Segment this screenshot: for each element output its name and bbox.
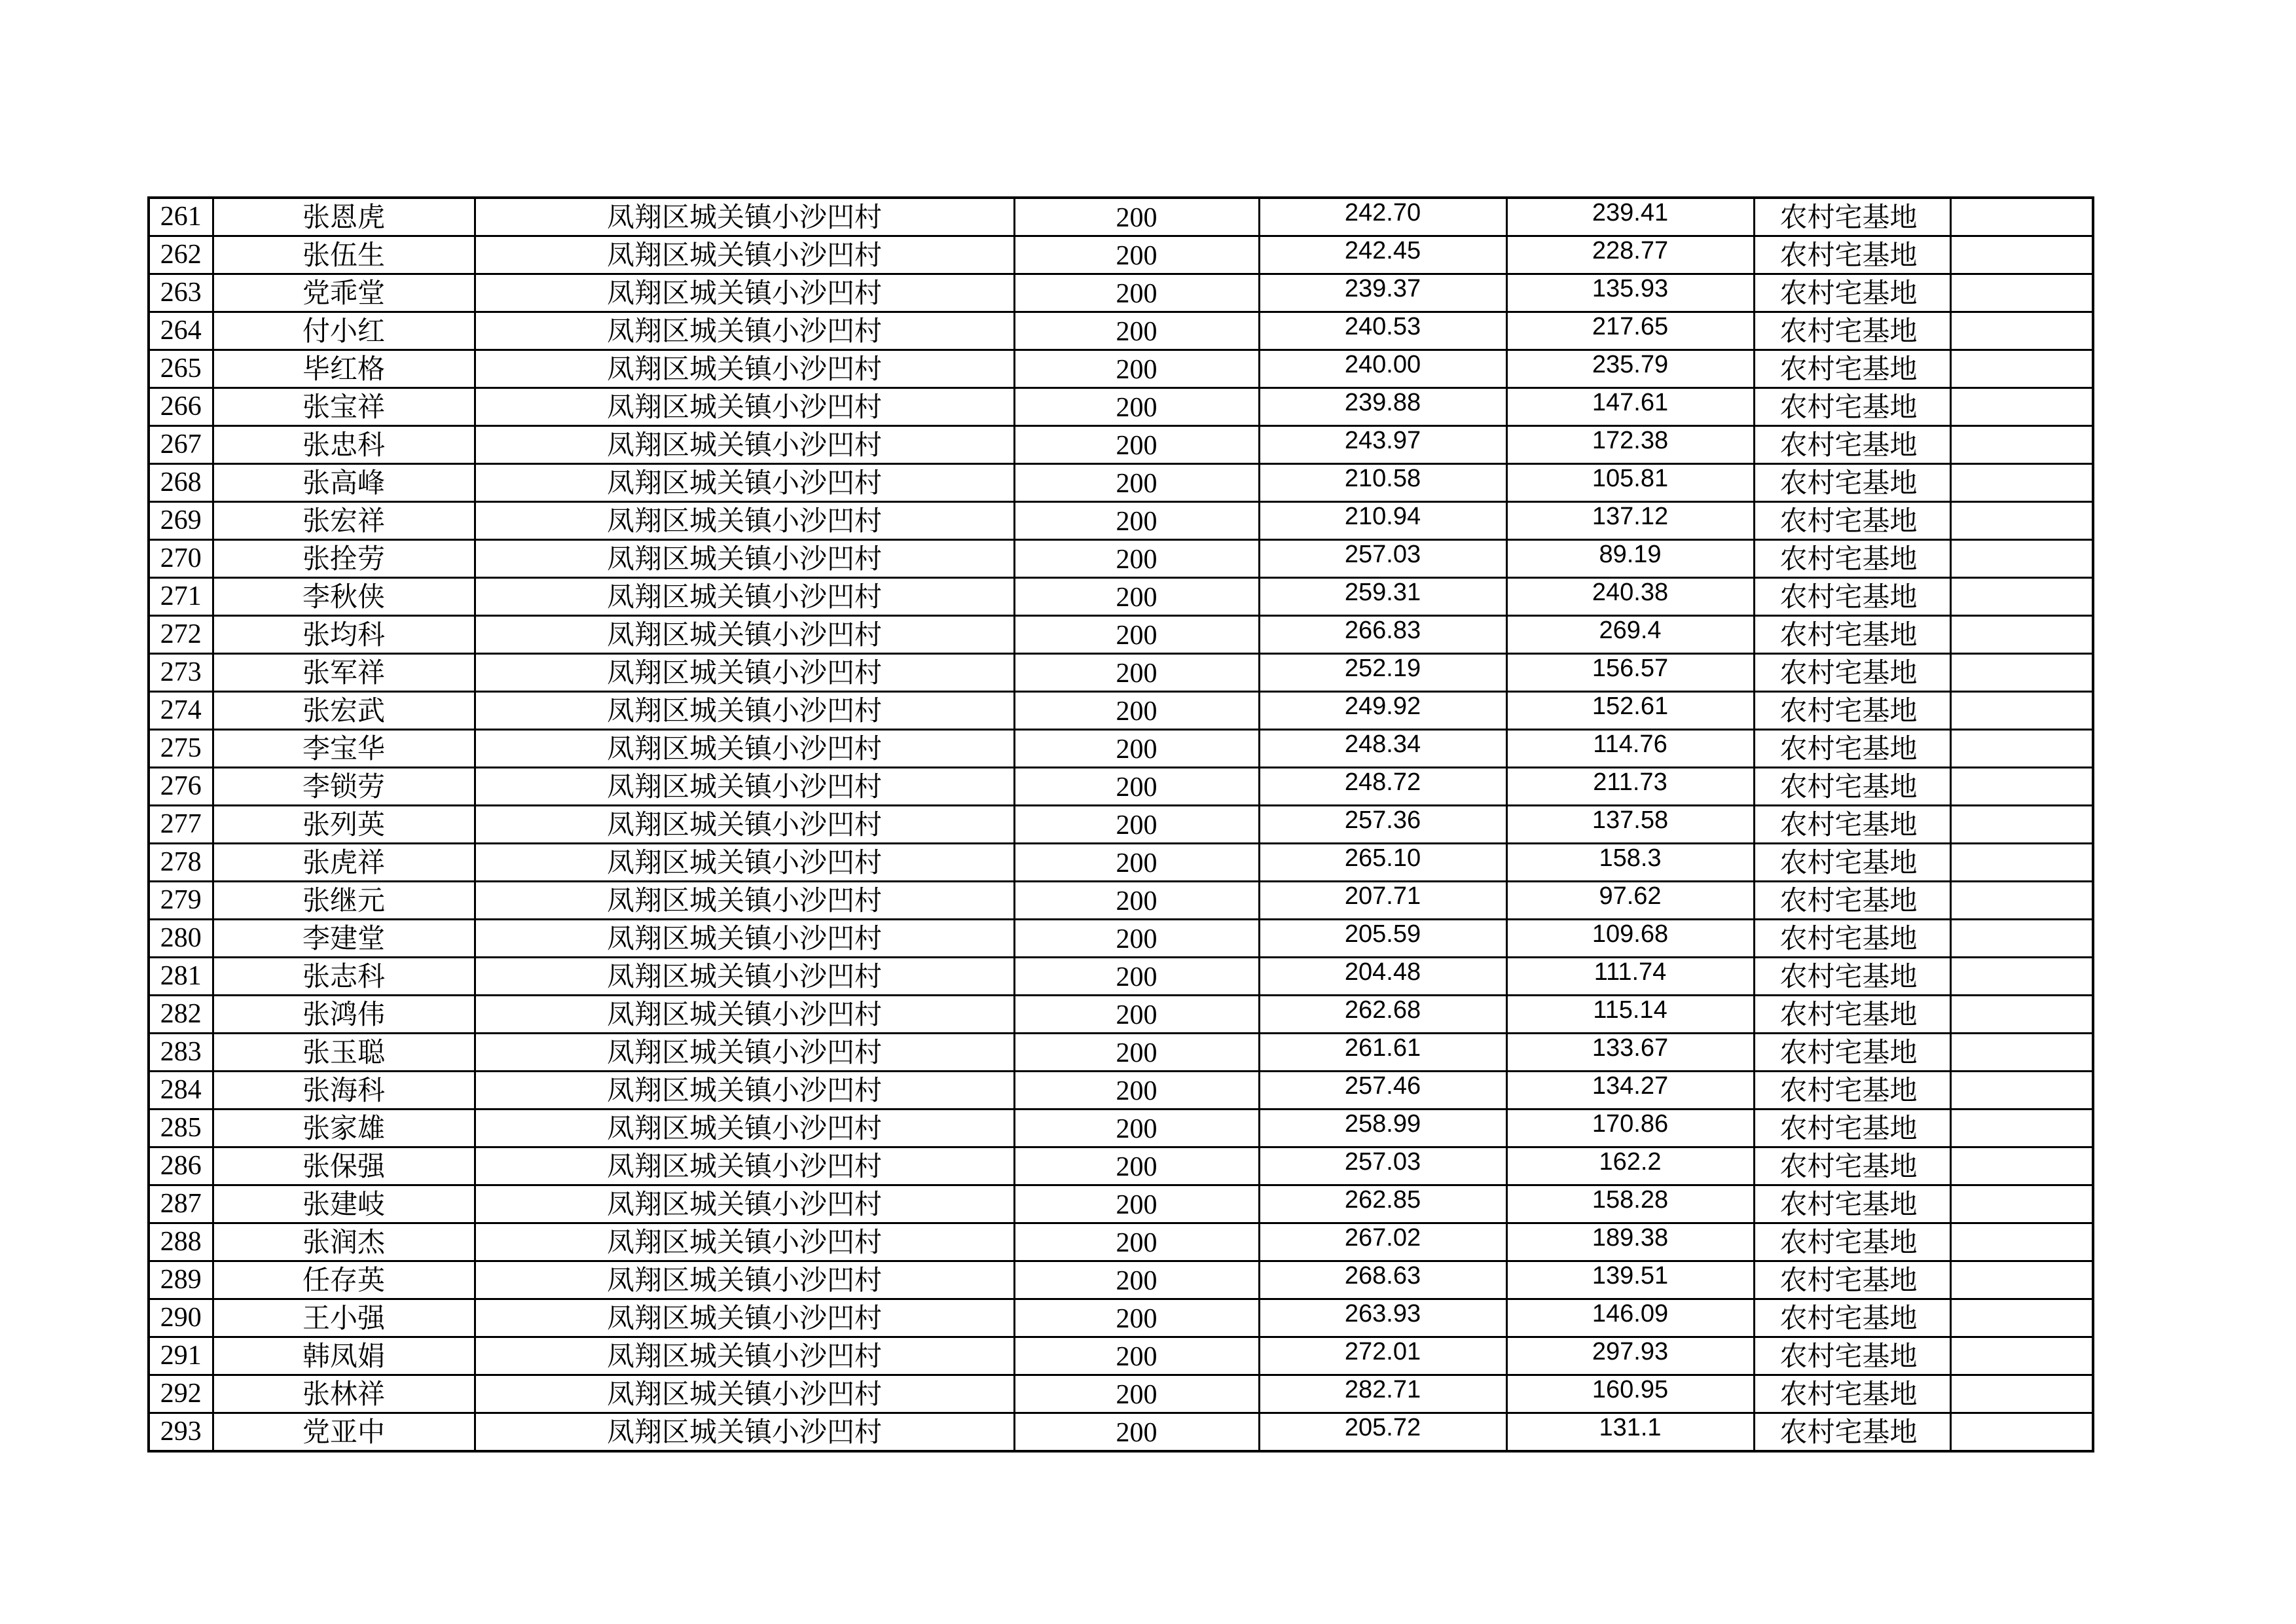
area-value-2-cell: 135.93: [1506, 274, 1754, 312]
note-cell: [1950, 540, 2093, 578]
note-cell: [1950, 844, 2093, 882]
note-cell: [1950, 1223, 2093, 1261]
name-cell: 张保强: [213, 1147, 475, 1185]
table-row: [149, 1337, 2093, 1375]
standard-area-cell: 200: [1014, 1072, 1259, 1110]
area-value-2-cell: 240.38: [1506, 578, 1754, 616]
standard-area-cell: 200: [1014, 920, 1259, 958]
name-cell: 韩凤娟: [213, 1337, 475, 1375]
table-row: [149, 654, 2093, 692]
address-cell: 凤翔区城关镇小沙凹村: [475, 1223, 1014, 1261]
address-cell: 凤翔区城关镇小沙凹村: [475, 1337, 1014, 1375]
land-type-cell: 农村宅基地: [1754, 1110, 1950, 1147]
name-cell: 张家雄: [213, 1110, 475, 1147]
note-cell: [1950, 768, 2093, 806]
name-cell: 张继元: [213, 882, 475, 920]
area-value-cell: 257.46: [1259, 1072, 1506, 1110]
land-type-cell: 农村宅基地: [1754, 692, 1950, 730]
standard-area-cell: 200: [1014, 426, 1259, 464]
area-value-2-cell: 114.76: [1506, 730, 1754, 768]
note-cell: [1950, 1337, 2093, 1375]
area-value-cell: 262.85: [1259, 1185, 1506, 1223]
note-cell: [1950, 1299, 2093, 1337]
standard-area-cell: 200: [1014, 1299, 1259, 1337]
land-type-cell: 农村宅基地: [1754, 1375, 1950, 1413]
note-cell: [1950, 236, 2093, 274]
row-number-cell: 264: [149, 312, 213, 350]
name-cell: 张润杰: [213, 1223, 475, 1261]
address-cell: 凤翔区城关镇小沙凹村: [475, 920, 1014, 958]
area-value-cell: 204.48: [1259, 958, 1506, 996]
name-cell: 张拴劳: [213, 540, 475, 578]
row-number-cell: 283: [149, 1034, 213, 1072]
row-number-cell: 270: [149, 540, 213, 578]
address-cell: 凤翔区城关镇小沙凹村: [475, 1185, 1014, 1223]
note-cell: [1950, 1375, 2093, 1413]
address-cell: 凤翔区城关镇小沙凹村: [475, 1072, 1014, 1110]
row-number-cell: 286: [149, 1147, 213, 1185]
table-row: [149, 540, 2093, 578]
row-number-cell: 272: [149, 616, 213, 654]
table-row: [149, 920, 2093, 958]
standard-area-cell: 200: [1014, 236, 1259, 274]
address-cell: 凤翔区城关镇小沙凹村: [475, 236, 1014, 274]
note-cell: [1950, 806, 2093, 844]
table-row: [149, 274, 2093, 312]
area-value-2-cell: 160.95: [1506, 1375, 1754, 1413]
note-cell: [1950, 996, 2093, 1034]
note-cell: [1950, 882, 2093, 920]
land-type-cell: 农村宅基地: [1754, 806, 1950, 844]
address-cell: 凤翔区城关镇小沙凹村: [475, 958, 1014, 996]
table-row: [149, 1185, 2093, 1223]
land-type-cell: 农村宅基地: [1754, 1337, 1950, 1375]
table-row: [149, 806, 2093, 844]
area-value-cell: 257.03: [1259, 540, 1506, 578]
note-cell: [1950, 1185, 2093, 1223]
area-value-2-cell: 105.81: [1506, 464, 1754, 502]
name-cell: 李锁劳: [213, 768, 475, 806]
area-value-2-cell: 297.93: [1506, 1337, 1754, 1375]
address-cell: 凤翔区城关镇小沙凹村: [475, 616, 1014, 654]
address-cell: 凤翔区城关镇小沙凹村: [475, 844, 1014, 882]
name-cell: 任存英: [213, 1261, 475, 1299]
standard-area-cell: 200: [1014, 1034, 1259, 1072]
row-number-cell: 291: [149, 1337, 213, 1375]
area-value-2-cell: 158.28: [1506, 1185, 1754, 1223]
note-cell: [1950, 312, 2093, 350]
area-value-2-cell: 172.38: [1506, 426, 1754, 464]
area-value-cell: 272.01: [1259, 1337, 1506, 1375]
address-cell: 凤翔区城关镇小沙凹村: [475, 1034, 1014, 1072]
address-cell: 凤翔区城关镇小沙凹村: [475, 996, 1014, 1034]
name-cell: 张鸿伟: [213, 996, 475, 1034]
row-number-cell: 293: [149, 1413, 213, 1452]
area-value-2-cell: 137.58: [1506, 806, 1754, 844]
standard-area-cell: 200: [1014, 198, 1259, 236]
area-value-2-cell: 134.27: [1506, 1072, 1754, 1110]
table-row: [149, 692, 2093, 730]
row-number-cell: 292: [149, 1375, 213, 1413]
table-row: [149, 1299, 2093, 1337]
address-cell: 凤翔区城关镇小沙凹村: [475, 388, 1014, 426]
row-number-cell: 271: [149, 578, 213, 616]
table-row: [149, 1261, 2093, 1299]
table-row: [149, 996, 2093, 1034]
land-type-cell: 农村宅基地: [1754, 996, 1950, 1034]
table-row: [149, 1147, 2093, 1185]
address-cell: 凤翔区城关镇小沙凹村: [475, 1413, 1014, 1452]
land-type-cell: 农村宅基地: [1754, 1185, 1950, 1223]
standard-area-cell: 200: [1014, 1147, 1259, 1185]
standard-area-cell: 200: [1014, 388, 1259, 426]
area-value-cell: 268.63: [1259, 1261, 1506, 1299]
note-cell: [1950, 578, 2093, 616]
address-cell: 凤翔区城关镇小沙凹村: [475, 540, 1014, 578]
address-cell: 凤翔区城关镇小沙凹村: [475, 312, 1014, 350]
area-value-2-cell: 217.65: [1506, 312, 1754, 350]
address-cell: 凤翔区城关镇小沙凹村: [475, 768, 1014, 806]
table-row: [149, 844, 2093, 882]
area-value-2-cell: 211.73: [1506, 768, 1754, 806]
standard-area-cell: 200: [1014, 1375, 1259, 1413]
area-value-cell: 240.53: [1259, 312, 1506, 350]
note-cell: [1950, 502, 2093, 540]
area-value-cell: 239.88: [1259, 388, 1506, 426]
table-row: [149, 578, 2093, 616]
row-number-cell: 276: [149, 768, 213, 806]
name-cell: 张忠科: [213, 426, 475, 464]
land-type-cell: 农村宅基地: [1754, 1261, 1950, 1299]
area-value-2-cell: 162.2: [1506, 1147, 1754, 1185]
name-cell: 党乖堂: [213, 274, 475, 312]
standard-area-cell: 200: [1014, 806, 1259, 844]
area-value-2-cell: 115.14: [1506, 996, 1754, 1034]
row-number-cell: 288: [149, 1223, 213, 1261]
note-cell: [1950, 274, 2093, 312]
area-value-cell: 243.97: [1259, 426, 1506, 464]
name-cell: 张建岐: [213, 1185, 475, 1223]
note-cell: [1950, 692, 2093, 730]
table-row: [149, 350, 2093, 388]
name-cell: 张海科: [213, 1072, 475, 1110]
area-value-cell: 266.83: [1259, 616, 1506, 654]
name-cell: 张军祥: [213, 654, 475, 692]
name-cell: 张宏武: [213, 692, 475, 730]
address-cell: 凤翔区城关镇小沙凹村: [475, 350, 1014, 388]
note-cell: [1950, 198, 2093, 236]
area-value-cell: 282.71: [1259, 1375, 1506, 1413]
name-cell: 张恩虎: [213, 198, 475, 236]
row-number-cell: 265: [149, 350, 213, 388]
area-value-2-cell: 111.74: [1506, 958, 1754, 996]
standard-area-cell: 200: [1014, 730, 1259, 768]
area-value-2-cell: 156.57: [1506, 654, 1754, 692]
note-cell: [1950, 958, 2093, 996]
table-row: [149, 502, 2093, 540]
row-number-cell: 290: [149, 1299, 213, 1337]
note-cell: [1950, 1261, 2093, 1299]
area-value-cell: 242.70: [1259, 198, 1506, 236]
area-value-2-cell: 147.61: [1506, 388, 1754, 426]
standard-area-cell: 200: [1014, 540, 1259, 578]
area-value-2-cell: 152.61: [1506, 692, 1754, 730]
land-type-cell: 农村宅基地: [1754, 920, 1950, 958]
area-value-cell: 242.45: [1259, 236, 1506, 274]
address-cell: 凤翔区城关镇小沙凹村: [475, 654, 1014, 692]
standard-area-cell: 200: [1014, 692, 1259, 730]
table-row: [149, 882, 2093, 920]
table-row: [149, 464, 2093, 502]
address-cell: 凤翔区城关镇小沙凹村: [475, 806, 1014, 844]
land-type-cell: 农村宅基地: [1754, 464, 1950, 502]
land-type-cell: 农村宅基地: [1754, 236, 1950, 274]
standard-area-cell: 200: [1014, 1223, 1259, 1261]
row-number-cell: 268: [149, 464, 213, 502]
address-cell: 凤翔区城关镇小沙凹村: [475, 1261, 1014, 1299]
land-type-cell: 农村宅基地: [1754, 198, 1950, 236]
note-cell: [1950, 616, 2093, 654]
name-cell: 张伍生: [213, 236, 475, 274]
name-cell: 张均科: [213, 616, 475, 654]
land-type-cell: 农村宅基地: [1754, 882, 1950, 920]
row-number-cell: 281: [149, 958, 213, 996]
table-row: [149, 312, 2093, 350]
area-value-2-cell: 146.09: [1506, 1299, 1754, 1337]
name-cell: 李宝华: [213, 730, 475, 768]
table-row: [149, 1413, 2093, 1452]
area-value-2-cell: 158.3: [1506, 844, 1754, 882]
note-cell: [1950, 464, 2093, 502]
note-cell: [1950, 1147, 2093, 1185]
name-cell: 张虎祥: [213, 844, 475, 882]
address-cell: 凤翔区城关镇小沙凹村: [475, 578, 1014, 616]
standard-area-cell: 200: [1014, 882, 1259, 920]
row-number-cell: 266: [149, 388, 213, 426]
row-number-cell: 262: [149, 236, 213, 274]
area-value-2-cell: 228.77: [1506, 236, 1754, 274]
standard-area-cell: 200: [1014, 1110, 1259, 1147]
address-cell: 凤翔区城关镇小沙凹村: [475, 426, 1014, 464]
table-row: [149, 426, 2093, 464]
name-cell: 张列英: [213, 806, 475, 844]
name-cell: 王小强: [213, 1299, 475, 1337]
table-row: [149, 388, 2093, 426]
row-number-cell: 289: [149, 1261, 213, 1299]
table-row: [149, 198, 2093, 236]
area-value-cell: 210.58: [1259, 464, 1506, 502]
standard-area-cell: 200: [1014, 996, 1259, 1034]
address-cell: 凤翔区城关镇小沙凹村: [475, 502, 1014, 540]
area-value-cell: 261.61: [1259, 1034, 1506, 1072]
standard-area-cell: 200: [1014, 350, 1259, 388]
table-row: [149, 616, 2093, 654]
area-value-2-cell: 170.86: [1506, 1110, 1754, 1147]
name-cell: 张宏祥: [213, 502, 475, 540]
land-type-cell: 农村宅基地: [1754, 1034, 1950, 1072]
area-value-cell: 259.31: [1259, 578, 1506, 616]
area-value-2-cell: 97.62: [1506, 882, 1754, 920]
area-value-cell: 248.72: [1259, 768, 1506, 806]
table-row: [149, 730, 2093, 768]
land-type-cell: 农村宅基地: [1754, 768, 1950, 806]
note-cell: [1950, 1413, 2093, 1452]
land-type-cell: 农村宅基地: [1754, 1072, 1950, 1110]
area-value-2-cell: 131.1: [1506, 1413, 1754, 1452]
land-type-cell: 农村宅基地: [1754, 350, 1950, 388]
table-row: [149, 958, 2093, 996]
land-type-cell: 农村宅基地: [1754, 388, 1950, 426]
area-value-cell: 258.99: [1259, 1110, 1506, 1147]
standard-area-cell: 200: [1014, 958, 1259, 996]
area-value-2-cell: 133.67: [1506, 1034, 1754, 1072]
area-value-2-cell: 137.12: [1506, 502, 1754, 540]
name-cell: 张高峰: [213, 464, 475, 502]
area-value-cell: 239.37: [1259, 274, 1506, 312]
note-cell: [1950, 388, 2093, 426]
note-cell: [1950, 1034, 2093, 1072]
row-number-cell: 275: [149, 730, 213, 768]
land-type-cell: 农村宅基地: [1754, 540, 1950, 578]
row-number-cell: 261: [149, 198, 213, 236]
name-cell: 付小红: [213, 312, 475, 350]
row-number-cell: 277: [149, 806, 213, 844]
land-type-cell: 农村宅基地: [1754, 730, 1950, 768]
name-cell: 李建堂: [213, 920, 475, 958]
table-row: [149, 1223, 2093, 1261]
area-value-cell: 207.71: [1259, 882, 1506, 920]
standard-area-cell: 200: [1014, 274, 1259, 312]
area-value-2-cell: 89.19: [1506, 540, 1754, 578]
land-type-cell: 农村宅基地: [1754, 958, 1950, 996]
area-value-cell: 265.10: [1259, 844, 1506, 882]
address-cell: 凤翔区城关镇小沙凹村: [475, 274, 1014, 312]
table-row: [149, 1072, 2093, 1110]
area-value-cell: 252.19: [1259, 654, 1506, 692]
note-cell: [1950, 1072, 2093, 1110]
name-cell: 张宝祥: [213, 388, 475, 426]
table-row: [149, 236, 2093, 274]
area-value-cell: 205.72: [1259, 1413, 1506, 1452]
land-type-cell: 农村宅基地: [1754, 274, 1950, 312]
address-cell: 凤翔区城关镇小沙凹村: [475, 1299, 1014, 1337]
area-value-cell: 240.00: [1259, 350, 1506, 388]
address-cell: 凤翔区城关镇小沙凹村: [475, 730, 1014, 768]
land-type-cell: 农村宅基地: [1754, 616, 1950, 654]
name-cell: 张林祥: [213, 1375, 475, 1413]
standard-area-cell: 200: [1014, 312, 1259, 350]
table-row: [149, 1110, 2093, 1147]
land-type-cell: 农村宅基地: [1754, 426, 1950, 464]
note-cell: [1950, 730, 2093, 768]
standard-area-cell: 200: [1014, 1261, 1259, 1299]
address-cell: 凤翔区城关镇小沙凹村: [475, 692, 1014, 730]
standard-area-cell: 200: [1014, 844, 1259, 882]
standard-area-cell: 200: [1014, 1185, 1259, 1223]
address-cell: 凤翔区城关镇小沙凹村: [475, 198, 1014, 236]
note-cell: [1950, 350, 2093, 388]
standard-area-cell: 200: [1014, 464, 1259, 502]
name-cell: 毕红格: [213, 350, 475, 388]
area-value-cell: 210.94: [1259, 502, 1506, 540]
address-cell: 凤翔区城关镇小沙凹村: [475, 882, 1014, 920]
row-number-cell: 285: [149, 1110, 213, 1147]
row-number-cell: 284: [149, 1072, 213, 1110]
land-type-cell: 农村宅基地: [1754, 654, 1950, 692]
table-row: [149, 1375, 2093, 1413]
row-number-cell: 279: [149, 882, 213, 920]
land-type-cell: 农村宅基地: [1754, 312, 1950, 350]
row-number-cell: 287: [149, 1185, 213, 1223]
area-value-cell: 267.02: [1259, 1223, 1506, 1261]
area-value-cell: 205.59: [1259, 920, 1506, 958]
row-number-cell: 269: [149, 502, 213, 540]
standard-area-cell: 200: [1014, 1413, 1259, 1452]
standard-area-cell: 200: [1014, 578, 1259, 616]
row-number-cell: 274: [149, 692, 213, 730]
area-value-cell: 257.36: [1259, 806, 1506, 844]
row-number-cell: 278: [149, 844, 213, 882]
land-type-cell: 农村宅基地: [1754, 844, 1950, 882]
land-type-cell: 农村宅基地: [1754, 578, 1950, 616]
name-cell: 张玉聪: [213, 1034, 475, 1072]
address-cell: 凤翔区城关镇小沙凹村: [475, 1375, 1014, 1413]
standard-area-cell: 200: [1014, 502, 1259, 540]
address-cell: 凤翔区城关镇小沙凹村: [475, 1110, 1014, 1147]
area-value-2-cell: 109.68: [1506, 920, 1754, 958]
area-value-2-cell: 269.4: [1506, 616, 1754, 654]
area-value-2-cell: 239.41: [1506, 198, 1754, 236]
homestead-table: [147, 196, 2094, 1453]
standard-area-cell: 200: [1014, 616, 1259, 654]
area-value-cell: 263.93: [1259, 1299, 1506, 1337]
name-cell: 张志科: [213, 958, 475, 996]
row-number-cell: 282: [149, 996, 213, 1034]
standard-area-cell: 200: [1014, 768, 1259, 806]
note-cell: [1950, 654, 2093, 692]
land-type-cell: 农村宅基地: [1754, 502, 1950, 540]
land-type-cell: 农村宅基地: [1754, 1147, 1950, 1185]
row-number-cell: 267: [149, 426, 213, 464]
note-cell: [1950, 426, 2093, 464]
area-value-2-cell: 189.38: [1506, 1223, 1754, 1261]
row-number-cell: 263: [149, 274, 213, 312]
standard-area-cell: 200: [1014, 1337, 1259, 1375]
name-cell: 李秋侠: [213, 578, 475, 616]
area-value-cell: 262.68: [1259, 996, 1506, 1034]
land-type-cell: 农村宅基地: [1754, 1223, 1950, 1261]
area-value-cell: 248.34: [1259, 730, 1506, 768]
note-cell: [1950, 1110, 2093, 1147]
table-body: [149, 198, 2093, 1451]
area-value-2-cell: 235.79: [1506, 350, 1754, 388]
area-value-cell: 257.03: [1259, 1147, 1506, 1185]
table-row: [149, 768, 2093, 806]
note-cell: [1950, 920, 2093, 958]
area-value-cell: 249.92: [1259, 692, 1506, 730]
area-value-2-cell: 139.51: [1506, 1261, 1754, 1299]
row-number-cell: 273: [149, 654, 213, 692]
table-row: [149, 1034, 2093, 1072]
name-cell: 党亚中: [213, 1413, 475, 1452]
address-cell: 凤翔区城关镇小沙凹村: [475, 464, 1014, 502]
row-number-cell: 280: [149, 920, 213, 958]
land-type-cell: 农村宅基地: [1754, 1413, 1950, 1452]
land-type-cell: 农村宅基地: [1754, 1299, 1950, 1337]
address-cell: 凤翔区城关镇小沙凹村: [475, 1147, 1014, 1185]
standard-area-cell: 200: [1014, 654, 1259, 692]
